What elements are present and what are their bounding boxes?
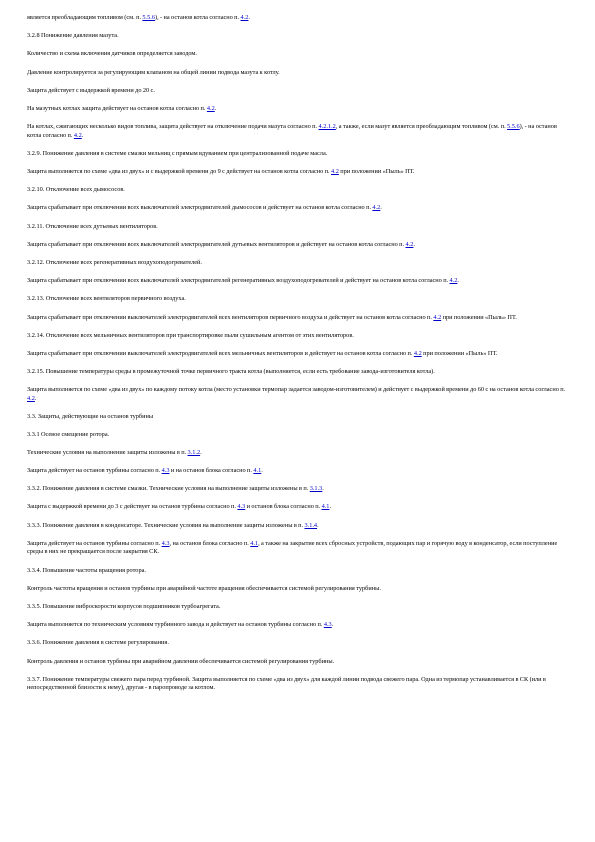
paragraph-text: , а также, если мазут является преобладающим топливом (см. п. [335, 123, 508, 131]
paragraph-text: На котлах, сжигающих несколько видов топлива, защита действует на отключение подачи мазута согласно п. [27, 123, 319, 131]
paragraph-text: 3.3.6. Понижение давления в системе регулирования. [27, 639, 169, 647]
paragraph-text: является преобладающим топливом (см. п. [27, 14, 143, 21]
paragraph [27, 295, 567, 304]
clause-reference-link[interactable]: 4.3 [237, 503, 246, 511]
paragraph-text: На мазутных котлах защита действует на останов котла согласно п. [27, 104, 207, 112]
paragraph-text: 3.2.14. Отключение всех мельничных вентиляторов при транспортировке пыли сушильным агентом от этих вентиляторов. [27, 331, 354, 339]
paragraph-text: . [317, 521, 319, 529]
paragraph-text: ), - на останов котла согласно п. [155, 14, 241, 21]
clause-reference-link[interactable]: 4.2 [240, 14, 249, 21]
clause-reference-link[interactable]: 3.1.3 [309, 485, 323, 493]
paragraph-text: Защита выполняется по схеме «два из двух» по каждому потоку котла (место установки термопар задается заводом-изготовителем) и действует с выдержкой времени до 60 с на останов котла согласно п. [27, 386, 566, 394]
paragraph-text: Контроль частоты вращения и останов турбины при аварийной частоте вращения обеспечивается системой регулирования турбины. [27, 584, 381, 592]
paragraph [27, 449, 567, 458]
section-heading [27, 413, 567, 422]
clause-reference-link[interactable]: 3.1.2 [187, 448, 201, 456]
paragraph [27, 332, 567, 341]
paragraph-text: . [329, 503, 332, 511]
paragraph-text: Технические условия на выполнение защиты изложены в п. [27, 448, 188, 456]
clause-reference-link[interactable]: 4.3 [161, 539, 170, 547]
clause-reference-link[interactable]: 3.1.4 [304, 521, 318, 529]
clause-reference-link[interactable]: 4.3 [161, 467, 170, 475]
paragraph-text: Защита действует на останов турбины согласно п. [27, 539, 162, 547]
paragraph [27, 50, 567, 59]
paragraph-text: при положении «Пыль» ПТ. [338, 168, 415, 176]
paragraph-text: Количество и схема включения датчиков определяется заводом. [27, 50, 197, 58]
clause-reference-link[interactable]: 4.1 [253, 467, 262, 475]
paragraph [27, 204, 567, 213]
paragraph [27, 186, 567, 195]
paragraph-text: 3.2.11. Отключение всех дутьевых вентиляторов. [27, 222, 158, 230]
paragraph-text: при положении «Пыль» ПТ. [441, 313, 517, 321]
clause-reference-link[interactable]: 4.2 [449, 277, 458, 285]
paragraph-text: 3.3.5. Повышение виброскорости корпусов подшипников турбоагрегата. [27, 603, 221, 610]
clause-reference-link[interactable]: 4.2 [73, 131, 82, 139]
paragraph-text: . [331, 621, 334, 629]
clause-reference-link[interactable]: 4.1 [250, 539, 259, 547]
paragraph-text: . [214, 104, 217, 112]
paragraph-text: 3.2.15. Повышение температуры среды в промежуточной точке первичного тракта котла (выполняется, если есть требование завода-изготовителя котла). [27, 368, 435, 376]
clause-reference-link[interactable]: 4.2 [372, 204, 381, 212]
clause-reference-link[interactable]: 4.3 [323, 621, 332, 629]
paragraph [27, 467, 567, 476]
clause-reference-link[interactable]: 4.2 [433, 313, 442, 321]
clause-reference-link[interactable]: 4.2 [413, 349, 422, 357]
paragraph-text: Защита выполняется по схеме «два из двух» и с выдержкой времени до 9 с действует на останов котла согласно п. [27, 168, 331, 176]
paragraph-text: . [322, 485, 324, 493]
paragraph-text: при положении «Пыль» ПТ. [421, 349, 498, 357]
paragraph [27, 540, 567, 557]
paragraph [27, 87, 567, 96]
paragraph-text: Защита действует с выдержкой времени до 20 с. [27, 86, 155, 94]
paragraph [27, 259, 567, 268]
paragraph-text: Контроль давления и останов турбины при аварийном давлении обеспечивается системой регулирования турбины. [27, 657, 335, 665]
paragraph [27, 368, 567, 377]
paragraph [27, 522, 567, 531]
paragraph [27, 105, 567, 114]
paragraph-text: 3.2.12. Отключение всех регенеративных воздухоподогревателей. [27, 259, 202, 267]
paragraph-text: 3.3.1 Осевое смещение ротора. [27, 430, 110, 438]
paragraph-text: 3.2.9. Понижение давления в системе смазки мельниц с прямым вдуванием при централизованной подаче масла. [27, 149, 328, 157]
paragraph-text: , а также на закрытие всех сбросных устройств, подающих пар и горячую воду в конденсатор, если поступление среды в них не прекращается после закрытия СК. [27, 539, 558, 556]
paragraph-text: Защита срабатывает при отключении выключателей электродвигателей всех мельничных вентиляторов и действует на останов котла согласно п. [27, 349, 414, 357]
paragraph-text: 3.2.13. Отключение всех вентиляторов первичного воздуха. [27, 295, 186, 303]
paragraph [27, 503, 567, 512]
paragraph-text: . [200, 448, 202, 456]
paragraph-text: . [413, 240, 415, 248]
paragraph [27, 621, 567, 630]
paragraph [27, 241, 567, 250]
paragraph [27, 223, 567, 232]
paragraph [27, 314, 567, 323]
paragraph [27, 658, 567, 667]
paragraph [27, 485, 567, 494]
paragraph [27, 150, 567, 159]
paragraph [27, 585, 567, 594]
clause-reference-link[interactable]: 4.2 [405, 240, 414, 248]
paragraph [27, 603, 567, 612]
paragraph-text: 3.3.2. Понижение давления в системе смазки. Технические условия на выполнение защиты изложены в п. [27, 485, 310, 493]
paragraph [27, 386, 567, 403]
paragraph-text: Защита выполняется по техническим условиям турбинного завода и действует на останов турбины согласно п. [27, 621, 324, 629]
paragraph-text: . [248, 14, 250, 21]
paragraph-text: 3.2.10. Отключение всех дымососов. [27, 186, 125, 194]
clause-reference-link[interactable]: 4.2 [27, 394, 35, 402]
paragraph-text: . [34, 394, 37, 402]
paragraph-text: Защита срабатывает при отключении всех выключателей электродвигателей дутьевых вентиляторов и действует на останов котла согласно п. [27, 240, 406, 248]
paragraph [27, 676, 567, 693]
paragraph [27, 431, 567, 440]
paragraph [27, 639, 567, 648]
document-page [27, 14, 567, 703]
paragraph-text: . [457, 277, 459, 285]
paragraph-text: Защита срабатывает при отключении выключателей электродвигателей всех вентиляторов первичного воздуха и действует на останов котла согласно п. [27, 313, 434, 321]
clause-reference-link[interactable]: 4.2.1.2 [318, 123, 336, 131]
paragraph-text: . [380, 204, 382, 212]
paragraph-text: ), - на останов котла согласно п. [27, 123, 557, 139]
clause-reference-link[interactable]: 4.2 [331, 168, 339, 176]
paragraph-text: , на останов блока согласно п. [169, 539, 251, 547]
paragraph [27, 123, 567, 140]
paragraph [27, 350, 567, 359]
paragraph-text: 3.3.7. Понижение температуры свежего пара перед турбиной. Защита выполняется по схеме «два из двух» для каждой линии подвода свежего пара. Одна из термопар устанавливается в СК (или в непосредственной близости к нему), другая - в паропроводе за котлом. [27, 675, 546, 692]
paragraph [27, 69, 567, 78]
paragraph-text: 3.2.8 Понижение давления мазута. [27, 32, 119, 40]
paragraph [27, 277, 567, 286]
paragraph-text: . [261, 467, 263, 475]
paragraph-text: 3.3. Защиты, действующие на останов турбины [27, 413, 154, 421]
paragraph [27, 168, 567, 177]
paragraph-text: Давление контролируется за регулирующим клапаном на общей линии подвода мазута к котлу. [27, 68, 280, 76]
paragraph-text: Защита срабатывает при отключении всех выключателей электродвигателей дымососов и действует на останов котла согласно п. [27, 204, 373, 212]
paragraph [27, 14, 567, 23]
clause-reference-link[interactable]: 4.2 [206, 104, 215, 112]
paragraph [27, 32, 567, 41]
clause-reference-link[interactable]: 5.5.6 [142, 14, 155, 21]
clause-reference-link[interactable]: 5.5.6 [507, 123, 520, 131]
clause-reference-link[interactable]: 4.1 [321, 503, 330, 511]
paragraph-text: и останов блока согласно п. [245, 503, 322, 511]
paragraph-text: . [81, 131, 84, 139]
paragraph [27, 567, 567, 576]
paragraph-text: Защита действует на останов турбины согласно п. [27, 467, 162, 475]
paragraph-text: 3.3.4. Повышение частоты вращения ротора. [27, 566, 146, 574]
paragraph-text: и на останов блока согласно п. [169, 467, 254, 475]
paragraph-text: Защита с выдержкой времени до 3 с действует на останов турбины согласно п. [27, 503, 238, 511]
paragraph-text: 3.3.3. Понижение давления в конденсаторе. Технические условия на выполнение защиты изложены в п. [27, 521, 305, 529]
paragraph-text: Защита срабатывает при отключении всех выключателей электродвигателей регенеративных воздухоподогревателей и действует на останов котла согласно п. [27, 277, 450, 285]
